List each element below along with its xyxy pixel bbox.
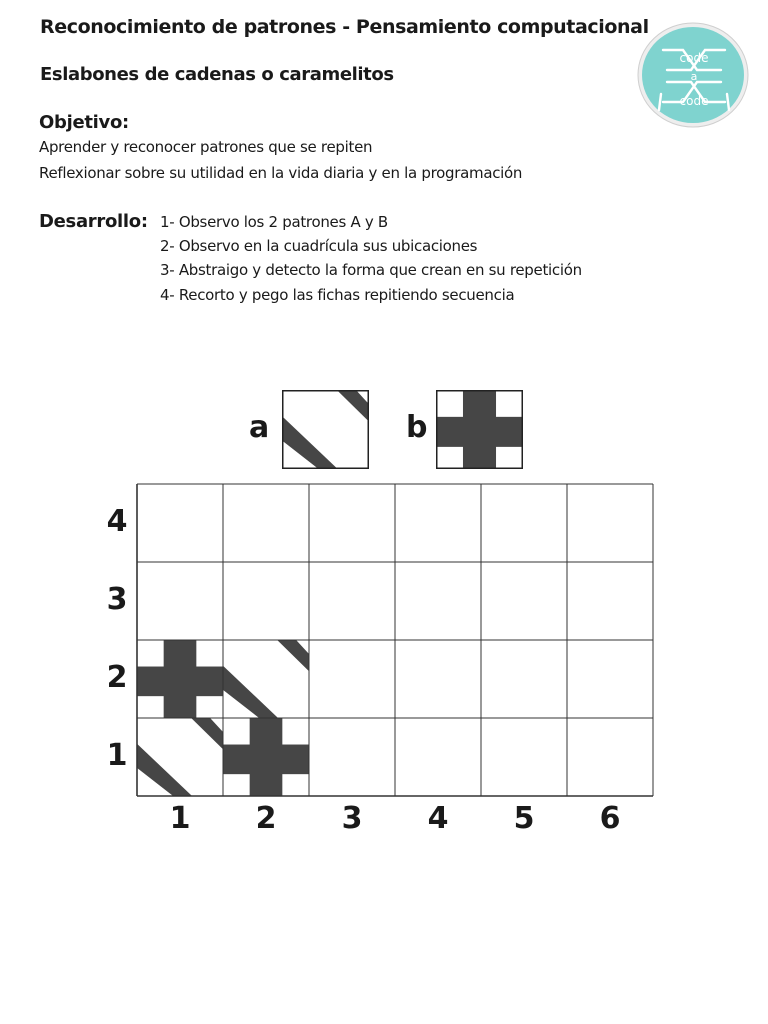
pattern-b-label: b — [406, 410, 428, 445]
development-step: 4- Recorto y pego las fichas repitiendo secuencia — [160, 286, 515, 304]
row-label: 2 — [106, 660, 128, 695]
row-label: 3 — [106, 582, 128, 617]
row-label: 1 — [106, 738, 128, 773]
logo-top-text: code — [679, 51, 709, 65]
grid-cell-pattern-a — [223, 640, 309, 718]
development-step: 3- Abstraigo y detecto la forma que crean en su repetición — [160, 261, 582, 279]
objective-line: Aprender y reconocer patrones que se repiten — [39, 138, 373, 156]
objective-heading: Objetivo: — [39, 112, 129, 133]
column-label: 3 — [341, 801, 363, 836]
development-step: 1- Observo los 2 patrones A y B — [160, 213, 388, 231]
grid-cell-pattern-b — [223, 718, 309, 796]
logo-middle-text: a — [690, 70, 698, 83]
row-label: 4 — [106, 504, 128, 539]
grid-cell-pattern-a — [137, 718, 223, 796]
cross-horizontal-bar — [137, 667, 223, 697]
column-label: 5 — [513, 801, 535, 836]
development-step: 2- Observo en la cuadrícula sus ubicaciones — [160, 237, 478, 255]
development-heading: Desarrollo: — [39, 211, 148, 232]
column-label: 2 — [255, 801, 277, 836]
page-title: Reconocimiento de patrones - Pensamiento computacional — [40, 16, 649, 38]
page-subtitle: Eslabones de cadenas o caramelitos — [40, 64, 394, 85]
objective-line: Reflexionar sobre su utilidad en la vida diaria y en la programación — [39, 164, 523, 182]
grid-cell-pattern-b — [137, 640, 223, 718]
column-label: 4 — [427, 801, 449, 836]
cross-horizontal-bar — [223, 745, 309, 775]
column-label: 6 — [599, 801, 621, 836]
pattern-a-label: a — [249, 410, 270, 445]
column-label: 1 — [169, 801, 191, 836]
logo-bottom-text: code — [679, 94, 709, 108]
